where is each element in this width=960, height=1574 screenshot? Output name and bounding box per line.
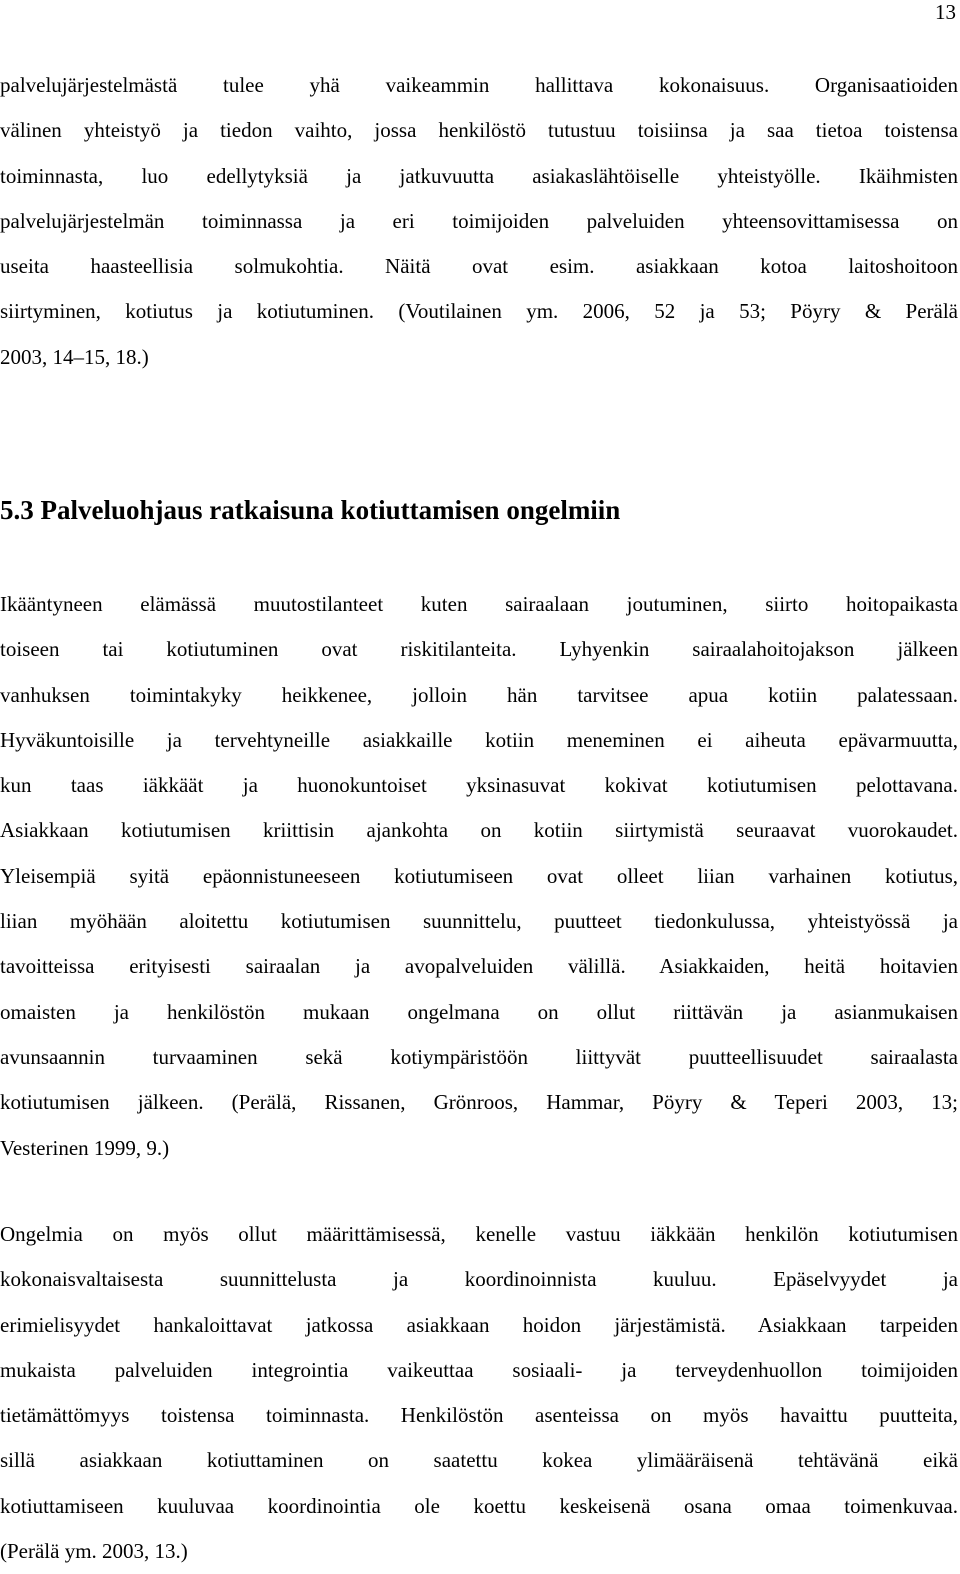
paragraph-line: Yleisempiä syitä epäonnistuneeseen kotiutumiseen ovat olleet liian varhainen kotiutus, [0, 863, 958, 888]
paragraph-line: toiminnasta, luo edellytyksiä ja jatkuvuutta asiakaslähtöiselle yhteistyölle. Ikäihmisten [0, 163, 958, 188]
paragraph-line: palvelujärjestelmän toiminnassa ja eri toimijoiden palveluiden yhteensovittamisessa on [0, 208, 958, 233]
paragraph-line: kun taas iäkkäät ja huonokuntoiset yksinasuvat kokivat kotiutumisen pelottavana. [0, 773, 958, 798]
paragraph-line: Ikääntyneen elämässä muutostilanteet kuten sairaalaan joutuminen, siirto hoitopaikasta [0, 592, 958, 616]
paragraph-line: erimielisyydet hankaloittavat jatkossa asiakkaan hoidon järjestämistä. Asiakkaan tarpeiden [0, 1312, 958, 1337]
paragraph-3 [0, 1212, 958, 1574]
paragraph-line: Asiakkaan kotiutumisen kriittisin ajankohta on kotiin siirtymistä seuraavat vuorokaudet. [0, 818, 958, 843]
paragraph-line: (Perälä ym. 2003, 13.) [0, 1539, 188, 1564]
paragraph-line: vanhuksen toimintakyky heikkenee, jolloin hän tarvitsee apua kotiin palatessaan. [0, 682, 958, 707]
paragraph-line: Ongelmia on myös ollut määrittämisessä, kenelle vastuu iäkkään henkilön kotiutumisen [0, 1222, 958, 1246]
paragraph-line: toiseen tai kotiutuminen ovat riskitilanteita. Lyhyenkin sairaalahoitojakson jälkeen [0, 637, 958, 662]
page-number: 13 [935, 0, 956, 24]
paragraph-line: 2003, 14–15, 18.) [0, 344, 149, 369]
paragraph-line: kokonaisvaltaisesta suunnittelusta ja koordinoinnista kuuluu. Epäselvyydet ja [0, 1267, 958, 1292]
paragraph-line: palvelujärjestelmästä tulee yhä vaikeammin hallittava kokonaisuus. Organisaatioiden [0, 73, 958, 97]
paragraph-1 [0, 63, 958, 380]
paragraph-line: avunsaannin turvaaminen sekä kotiympäristöön liittyvät puutteellisuudet sairaalasta [0, 1044, 958, 1069]
paragraph-2 [0, 582, 958, 1171]
paragraph-line: kotiutumisen jälkeen. (Perälä, Rissanen, Grönroos, Hammar, Pöyry & Teperi 2003, 13; [0, 1090, 958, 1115]
paragraph-line: tavoitteissa erityisesti sairaalan ja avopalveluiden välillä. Asiakkaiden, heitä hoitavien [0, 954, 958, 979]
paragraph-line: siirtyminen, kotiutus ja kotiutuminen. (Voutilainen ym. 2006, 52 ja 53; Pöyry & Perälä [0, 299, 958, 324]
paragraph-line: kotiuttamiseen kuuluvaa koordinointia ole koettu keskeisenä osana omaa toimenkuvaa. [0, 1493, 958, 1518]
section-heading: 5.3 Palveluohjaus ratkaisuna kotiuttamisen ongelmiin [0, 495, 621, 525]
paragraph-line: liian myöhään aloitettu kotiutumisen suunnittelu, puutteet tiedonkulussa, yhteistyössä ja [0, 909, 958, 934]
paragraph-line: useita haasteellisia solmukohtia. Näitä ovat esim. asiakkaan kotoa laitoshoitoon [0, 254, 958, 279]
paragraph-line: mukaista palveluiden integrointia vaikeuttaa sosiaali- ja terveydenhuollon toimijoiden [0, 1357, 958, 1382]
paragraph-line: Hyväkuntoisille ja tervehtyneille asiakkaille kotiin meneminen ei aiheuta epävarmuutta, [0, 727, 958, 752]
paragraph-line: sillä asiakkaan kotiuttaminen on saatettu kokea ylimääräisenä tehtävänä eikä [0, 1448, 958, 1473]
paragraph-line: Vesterinen 1999, 9.) [0, 1135, 170, 1160]
paragraph-line: omaisten ja henkilöstön mukaan ongelmana on ollut riittävän ja asianmukaisen [0, 999, 958, 1024]
paragraph-line: tietämättömyys toistensa toiminnasta. Henkilöstön asenteissa on myös havaittu puutteita, [0, 1403, 958, 1428]
paragraph-line: välinen yhteistyö ja tiedon vaihto, jossa henkilöstö tutustuu toisiinsa ja saa tietoa toistensa [0, 118, 958, 143]
